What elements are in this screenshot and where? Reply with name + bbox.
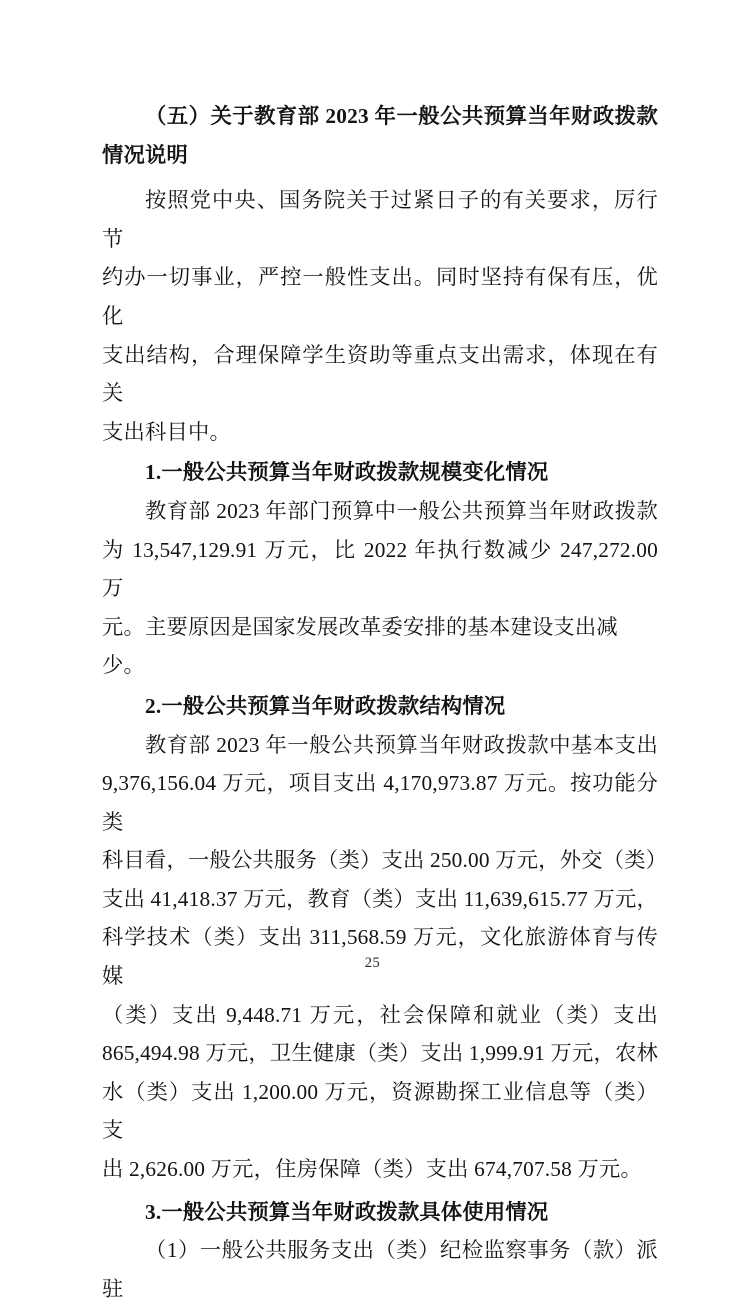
text-line: 科学技术（类）支出 311,568.59 万元，文化旅游体育与传媒 bbox=[102, 925, 658, 989]
document-content bbox=[102, 97, 668, 1308]
text-line: 9,376,156.04 万元，项目支出 4,170,973.87 万元。按功能分类 bbox=[102, 771, 658, 834]
page-number: 25 bbox=[364, 955, 381, 971]
document-heading bbox=[102, 97, 658, 174]
text-line: 水（类）支出 1,200.00 万元，资源勘探工业信息等（类）支 bbox=[102, 1079, 658, 1143]
text-line: 865,494.98 万元，卫生健康（类）支出 1,999.91 万元，农林 bbox=[102, 1041, 658, 1066]
text-line: 按照党中央、国务院关于过紧日子的有关要求，厉行节 bbox=[102, 188, 658, 251]
section-1-paragraph bbox=[102, 492, 658, 685]
text-line: （类）支出 9,448.71 万元，社会保障和就业（类）支出 bbox=[102, 1002, 658, 1027]
document-heading-line-1: （五）关于教育部 2023 年一般公共预算当年财政拨款 bbox=[145, 104, 658, 128]
text-line: 支出科目中。 bbox=[102, 419, 231, 444]
text-line: 出 2,626.00 万元，住房保障（类）支出 674,707.58 万元。 bbox=[102, 1157, 643, 1182]
section-1-title: 1.一般公共预算当年财政拨款规模变化情况 bbox=[145, 460, 549, 485]
intro-paragraph bbox=[102, 181, 658, 451]
text-line: 支出结构，合理保障学生资助等重点支出需求，体现在有关 bbox=[102, 342, 658, 406]
section-3-title: 3.一般公共预算当年财政拨款具体使用情况 bbox=[145, 1199, 549, 1224]
text-line: 支出 41,418.37 万元，教育（类）支出 11,639,615.77 万元， bbox=[102, 886, 658, 911]
text-line: （1）一般公共服务支出（类）纪检监察事务（款）派驻 bbox=[102, 1238, 658, 1301]
text-line: 科目看，一般公共服务（类）支出 250.00 万元，外交（类） bbox=[102, 848, 668, 873]
text-line: 元。主要原因是国家发展改革委安排的基本建设支出减少。 bbox=[102, 614, 618, 678]
text-line: 教育部 2023 年部门预算中一般公共预算当年财政拨款 bbox=[145, 498, 658, 523]
section-2-title: 2.一般公共预算当年财政拨款结构情况 bbox=[145, 693, 506, 718]
text-line: 约办一切事业，严控一般性支出。同时坚持有保有压，优化 bbox=[102, 265, 658, 328]
text-line: 教育部 2023 年一般公共预算当年财政拨款中基本支出 bbox=[145, 732, 658, 757]
document-heading-line-2: 情况说明 bbox=[102, 142, 188, 167]
section-3-paragraph bbox=[102, 1231, 658, 1308]
text-line: 为 13,547,129.91 万元，比 2022 年执行数减少 247,272.00 万 bbox=[102, 537, 658, 601]
